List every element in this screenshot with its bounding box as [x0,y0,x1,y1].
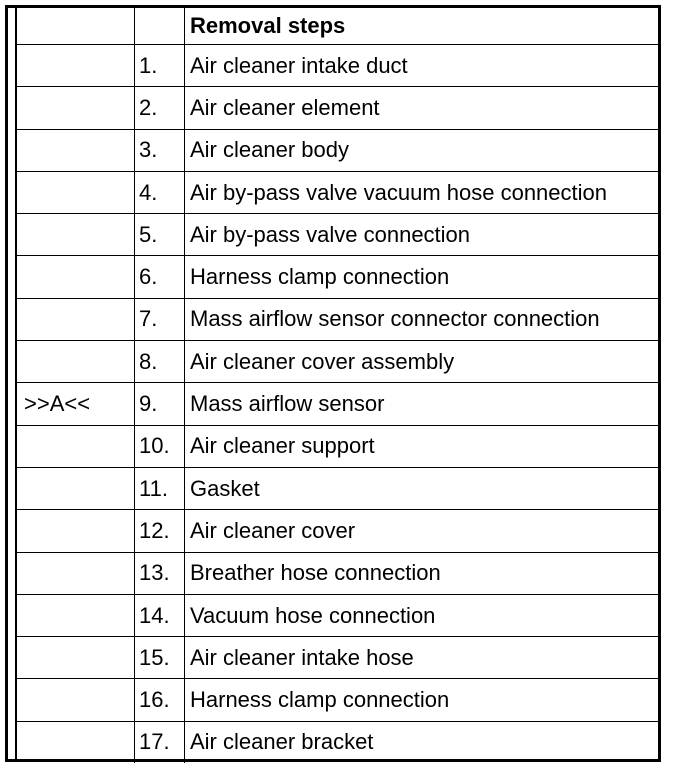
step-number: 11. [135,467,185,509]
step-ref-cell [17,721,135,763]
step-row [17,129,661,171]
step-description: Mass airflow sensor [185,383,662,425]
step-description: Gasket [185,467,662,509]
step-number: 10. [135,425,185,467]
step-row [17,383,661,425]
step-description: Air cleaner support [185,425,662,467]
step-description: Air cleaner element [185,87,662,129]
step-row [17,87,661,129]
step-number: 3. [135,129,185,171]
step-number: 4. [135,171,185,213]
step-ref-cell [17,129,135,171]
step-ref-cell [17,341,135,383]
step-row [17,467,661,509]
step-ref-cell [17,214,135,256]
removal-steps-table [5,5,661,762]
step-number: 12. [135,510,185,552]
step-number: 9. [135,383,185,425]
step-ref-cell [17,594,135,636]
step-row [17,45,661,87]
step-row [17,637,661,679]
step-description: Air cleaner body [185,129,662,171]
step-ref-cell: >>A<< [17,383,135,425]
step-ref-cell [17,45,135,87]
step-ref-cell [17,637,135,679]
step-ref-cell [17,425,135,467]
steps-grid [17,8,661,763]
header-title: Removal steps [185,8,662,45]
step-number: 2. [135,87,185,129]
step-number: 14. [135,594,185,636]
header-num-cell [135,8,185,45]
step-number: 6. [135,256,185,298]
step-number: 17. [135,721,185,763]
step-description: Harness clamp connection [185,256,662,298]
step-ref-cell [17,679,135,721]
step-ref-cell [17,467,135,509]
step-description: Breather hose connection [185,552,662,594]
step-number: 1. [135,45,185,87]
step-row [17,256,661,298]
step-description: Air cleaner intake duct [185,45,662,87]
step-ref-cell [17,256,135,298]
header-row [17,8,661,45]
step-ref-cell [17,171,135,213]
step-description: Air cleaner bracket [190,729,374,755]
step-description: Vacuum hose connection [185,594,662,636]
step-number: 15. [135,637,185,679]
step-row [17,552,661,594]
step-row [17,679,661,721]
step-ref-cell [17,510,135,552]
step-row [17,341,661,383]
step-row [17,214,661,256]
step-number: 16. [135,679,185,721]
step-number: 5. [135,214,185,256]
step-ref-cell [17,552,135,594]
step-ref-cell [17,298,135,340]
step-row [17,721,661,763]
step-description: Air cleaner cover [185,510,662,552]
step-description: Air by-pass valve connection [185,214,662,256]
step-ref-cell [17,87,135,129]
step-description: Mass airflow sensor connector connection [185,298,662,340]
step-row [17,594,661,636]
step-description: Air cleaner cover assembly [185,341,662,383]
step-row [17,425,661,467]
step-number: 8. [135,341,185,383]
step-number: 7. [135,298,185,340]
step-description: Air by-pass valve vacuum hose connection [185,171,662,213]
step-row [17,298,661,340]
header-ref-cell [17,8,135,45]
step-number: 13. [135,552,185,594]
step-description: Harness clamp connection [185,679,662,721]
step-row [17,171,661,213]
step-description: Air cleaner intake hose [185,637,662,679]
step-row [17,510,661,552]
